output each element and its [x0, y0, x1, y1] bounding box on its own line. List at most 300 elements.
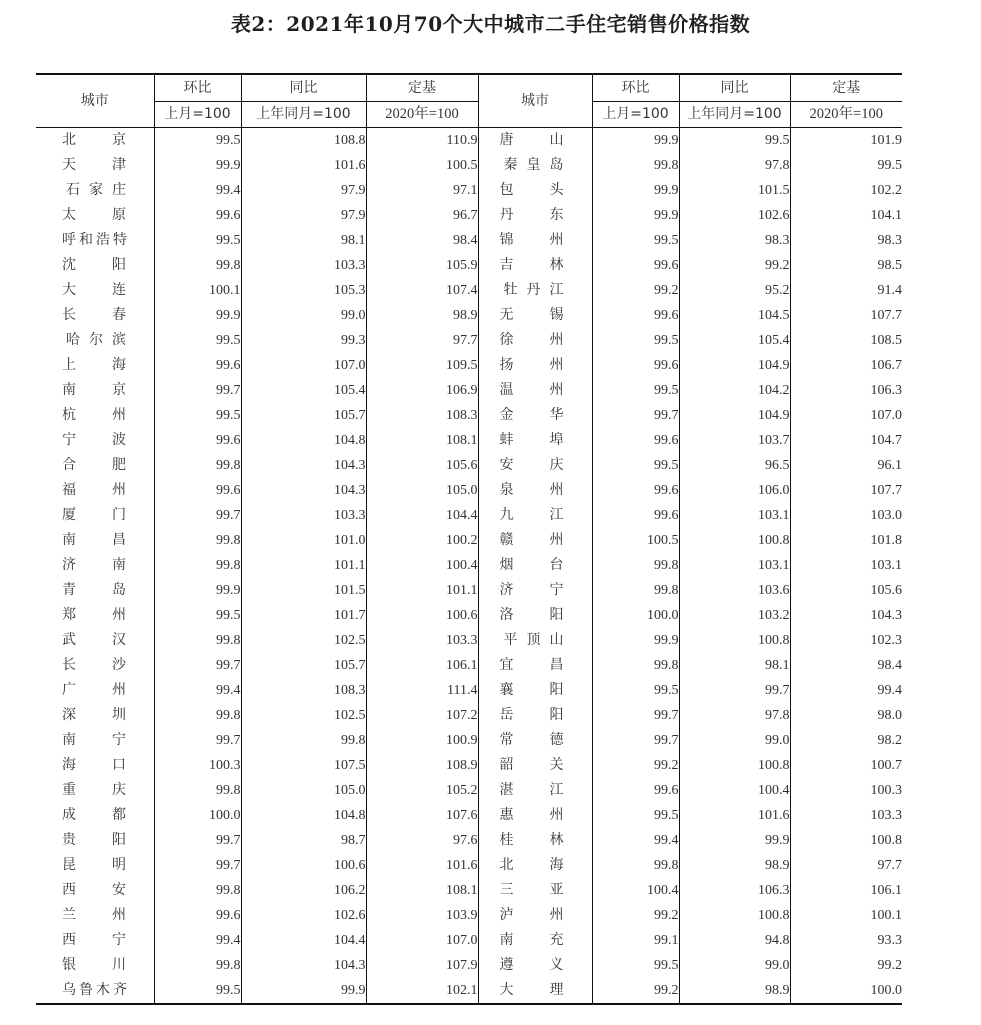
value-yoy: 106.2: [241, 878, 366, 903]
value-fixed-base: 105.6: [366, 453, 478, 478]
city-name-text: 牡丹江: [503, 282, 564, 298]
city-name: [36, 703, 154, 728]
table-row: [36, 578, 902, 603]
value-mom: 99.8: [154, 878, 241, 903]
value-yoy: 105.0: [241, 778, 366, 803]
value-fixed-base: 98.0: [790, 703, 902, 728]
header-row-bases: [36, 102, 902, 128]
value-fixed-base: 106.1: [366, 653, 478, 678]
value-yoy: 100.8: [679, 528, 790, 553]
city-name-text: 岳阳: [499, 707, 564, 723]
value-yoy: 96.5: [679, 453, 790, 478]
value-yoy: 101.5: [679, 178, 790, 203]
value-fixed-base: 101.9: [790, 128, 902, 154]
value-mom: 99.5: [592, 328, 679, 353]
value-yoy: 99.0: [241, 303, 366, 328]
price-index-table: [36, 73, 902, 1005]
city-name: [478, 478, 592, 503]
value-yoy: 99.7: [679, 678, 790, 703]
value-mom: 99.5: [154, 128, 241, 154]
table-row: [36, 278, 902, 303]
city-name: [478, 403, 592, 428]
value-mom: 99.6: [154, 428, 241, 453]
value-yoy: 103.3: [241, 253, 366, 278]
city-name-text: 三亚: [499, 882, 564, 898]
city-name-text: 济宁: [499, 582, 564, 598]
value-fixed-base: 100.5: [366, 153, 478, 178]
value-fixed-base: 107.0: [790, 403, 902, 428]
value-mom: 99.5: [154, 228, 241, 253]
value-fixed-base: 99.2: [790, 953, 902, 978]
value-yoy: 105.7: [241, 403, 366, 428]
value-fixed-base: 97.1: [366, 178, 478, 203]
value-fixed-base: 106.1: [790, 878, 902, 903]
city-name: [36, 853, 154, 878]
table-row: [36, 728, 902, 753]
value-mom: 99.4: [154, 178, 241, 203]
table-row: [36, 403, 902, 428]
city-name: [478, 803, 592, 828]
value-mom: 99.4: [154, 928, 241, 953]
city-name-text: 吉林: [499, 257, 564, 273]
city-name: [36, 278, 154, 303]
value-yoy: 104.8: [241, 428, 366, 453]
value-fixed-base: 100.3: [790, 778, 902, 803]
city-name-text: 秦皇岛: [503, 157, 564, 173]
value-mom: 99.9: [154, 578, 241, 603]
city-name: [478, 203, 592, 228]
value-fixed-base: 102.2: [790, 178, 902, 203]
value-mom: 99.5: [592, 453, 679, 478]
value-mom: 100.1: [154, 278, 241, 303]
value-mom: 99.6: [592, 253, 679, 278]
city-name: [36, 478, 154, 503]
value-yoy: 105.3: [241, 278, 366, 303]
value-fixed-base: 103.1: [790, 553, 902, 578]
value-mom: 99.5: [154, 328, 241, 353]
city-name-text: 金华: [499, 407, 564, 423]
table-row: [36, 303, 902, 328]
value-yoy: 99.9: [679, 828, 790, 853]
city-name-text: 徐州: [499, 332, 564, 348]
value-mom: 99.5: [592, 953, 679, 978]
city-name: [36, 153, 154, 178]
value-mom: 99.2: [592, 278, 679, 303]
value-mom: 100.0: [154, 803, 241, 828]
value-fixed-base: 100.7: [790, 753, 902, 778]
table-row: [36, 253, 902, 278]
value-mom: 99.7: [154, 828, 241, 853]
city-name: [36, 678, 154, 703]
page-title: 表2：2021年10月70个大中城市二手住宅销售价格指数: [230, 12, 751, 36]
value-yoy: 100.4: [679, 778, 790, 803]
table-row: [36, 628, 902, 653]
value-mom: 99.7: [154, 378, 241, 403]
value-mom: 99.4: [154, 678, 241, 703]
value-fixed-base: 107.0: [366, 928, 478, 953]
value-fixed-base: 100.6: [366, 603, 478, 628]
value-fixed-base: 107.4: [366, 278, 478, 303]
table-row: [36, 978, 902, 1004]
value-fixed-base: 108.9: [366, 753, 478, 778]
city-name-text: 北海: [499, 857, 564, 873]
table-row: [36, 953, 902, 978]
city-name-text: 西宁: [62, 932, 126, 948]
city-name-text: 乌鲁木齐: [62, 982, 126, 998]
value-mom: 99.6: [592, 503, 679, 528]
city-name: [36, 303, 154, 328]
column-header-fixed-base-right: 定基: [790, 74, 902, 102]
value-yoy: 105.4: [241, 378, 366, 403]
base-label-fixed-right: 2020年=100: [790, 102, 902, 128]
city-name: [36, 753, 154, 778]
value-yoy: 108.3: [241, 678, 366, 703]
city-name-text: 九江: [499, 507, 564, 523]
value-mom: 99.6: [592, 353, 679, 378]
value-yoy: 104.2: [679, 378, 790, 403]
city-name-text: 宁波: [62, 432, 126, 448]
city-name-text: 西安: [62, 882, 126, 898]
city-name-text: 广州: [62, 682, 126, 698]
value-yoy: 101.7: [241, 603, 366, 628]
value-yoy: 105.4: [679, 328, 790, 353]
city-name-text: 丹东: [499, 207, 564, 223]
value-mom: 99.6: [154, 478, 241, 503]
table-row: [36, 753, 902, 778]
value-mom: 99.5: [592, 228, 679, 253]
city-name-text: 银川: [62, 957, 126, 973]
value-fixed-base: 109.5: [366, 353, 478, 378]
city-name: [478, 278, 592, 303]
table-row: [36, 328, 902, 353]
city-name-text: 长春: [62, 307, 126, 323]
value-yoy: 101.6: [679, 803, 790, 828]
city-name-text: 湛江: [499, 782, 564, 798]
value-yoy: 102.6: [241, 903, 366, 928]
value-mom: 99.9: [592, 128, 679, 154]
value-fixed-base: 100.1: [790, 903, 902, 928]
value-yoy: 100.8: [679, 628, 790, 653]
city-name-text: 杭州: [62, 407, 126, 423]
table-row: [36, 453, 902, 478]
city-name-text: 福州: [62, 482, 126, 498]
value-yoy: 102.6: [679, 203, 790, 228]
city-name-text: 深圳: [62, 707, 126, 723]
city-name: [478, 828, 592, 853]
value-fixed-base: 98.4: [790, 653, 902, 678]
city-name: [478, 628, 592, 653]
value-fixed-base: 105.2: [366, 778, 478, 803]
value-mom: 99.8: [592, 653, 679, 678]
city-name-text: 重庆: [62, 782, 126, 798]
city-name: [36, 728, 154, 753]
city-name: [478, 678, 592, 703]
city-name: [36, 253, 154, 278]
value-mom: 99.7: [154, 653, 241, 678]
city-name-text: 南京: [62, 382, 126, 398]
value-yoy: 97.9: [241, 203, 366, 228]
value-fixed-base: 99.5: [790, 153, 902, 178]
city-name: [36, 828, 154, 853]
city-name: [36, 803, 154, 828]
city-name: [36, 428, 154, 453]
city-name-text: 上海: [62, 357, 126, 373]
city-name-text: 郑州: [62, 607, 126, 623]
value-fixed-base: 108.1: [366, 878, 478, 903]
value-yoy: 107.0: [241, 353, 366, 378]
city-name-text: 平顶山: [503, 632, 564, 648]
value-yoy: 103.6: [679, 578, 790, 603]
value-mom: 99.6: [592, 478, 679, 503]
city-name: [36, 378, 154, 403]
value-yoy: 104.3: [241, 953, 366, 978]
city-name-text: 大理: [499, 982, 564, 998]
city-name: [478, 453, 592, 478]
city-name-text: 赣州: [499, 532, 564, 548]
value-mom: 99.6: [154, 353, 241, 378]
city-name: [36, 953, 154, 978]
city-name-text: 桂林: [499, 832, 564, 848]
value-fixed-base: 101.6: [366, 853, 478, 878]
value-fixed-base: 107.9: [366, 953, 478, 978]
city-name-text: 泸州: [499, 907, 564, 923]
city-name: [478, 928, 592, 953]
city-name-text: 遵义: [499, 957, 564, 973]
value-yoy: 103.1: [679, 503, 790, 528]
city-name-text: 昆明: [62, 857, 126, 873]
value-fixed-base: 108.1: [366, 428, 478, 453]
city-name: [478, 878, 592, 903]
value-mom: 99.8: [154, 778, 241, 803]
value-yoy: 106.3: [679, 878, 790, 903]
value-fixed-base: 103.0: [790, 503, 902, 528]
city-name-text: 襄阳: [499, 682, 564, 698]
value-yoy: 98.9: [679, 978, 790, 1004]
value-yoy: 103.7: [679, 428, 790, 453]
value-yoy: 98.7: [241, 828, 366, 853]
city-name: [478, 153, 592, 178]
value-fixed-base: 101.1: [366, 578, 478, 603]
value-mom: 99.8: [592, 153, 679, 178]
table-row: [36, 678, 902, 703]
city-name-text: 合肥: [62, 457, 126, 473]
header-row-groups: [36, 74, 902, 102]
city-name: [36, 203, 154, 228]
value-mom: 99.8: [592, 578, 679, 603]
value-fixed-base: 106.7: [790, 353, 902, 378]
city-name: [36, 628, 154, 653]
value-mom: 99.6: [154, 203, 241, 228]
value-mom: 99.6: [592, 303, 679, 328]
value-yoy: 98.9: [679, 853, 790, 878]
table-row: [36, 828, 902, 853]
value-fixed-base: 97.7: [790, 853, 902, 878]
city-name-text: 宜昌: [499, 657, 564, 673]
value-yoy: 104.4: [241, 928, 366, 953]
value-mom: 99.8: [592, 853, 679, 878]
value-mom: 99.5: [154, 978, 241, 1004]
value-mom: 100.5: [592, 528, 679, 553]
value-yoy: 104.9: [679, 353, 790, 378]
city-name: [36, 603, 154, 628]
value-fixed-base: 98.2: [790, 728, 902, 753]
value-yoy: 101.6: [241, 153, 366, 178]
city-name-text: 南宁: [62, 732, 126, 748]
value-mom: 99.2: [592, 978, 679, 1004]
city-name-text: 成都: [62, 807, 126, 823]
value-yoy: 99.5: [679, 128, 790, 154]
value-fixed-base: 107.2: [366, 703, 478, 728]
city-name: [36, 503, 154, 528]
table-row: [36, 553, 902, 578]
city-name-text: 兰州: [62, 907, 126, 923]
city-name-text: 哈尔滨: [66, 332, 126, 348]
value-yoy: 99.3: [241, 328, 366, 353]
value-fixed-base: 107.7: [790, 303, 902, 328]
value-fixed-base: 106.9: [366, 378, 478, 403]
value-mom: 99.8: [154, 628, 241, 653]
city-name-text: 锦州: [499, 232, 564, 248]
city-name: [478, 603, 592, 628]
value-fixed-base: 103.3: [790, 803, 902, 828]
city-name-text: 呼和浩特: [62, 232, 126, 248]
value-yoy: 101.0: [241, 528, 366, 553]
value-fixed-base: 104.4: [366, 503, 478, 528]
city-name: [36, 453, 154, 478]
city-name-text: 青岛: [62, 582, 126, 598]
value-yoy: 101.1: [241, 553, 366, 578]
value-fixed-base: 100.4: [366, 553, 478, 578]
value-mom: 99.2: [592, 903, 679, 928]
city-name-text: 惠州: [499, 807, 564, 823]
city-name-text: 天津: [62, 157, 126, 173]
value-yoy: 97.8: [679, 703, 790, 728]
value-fixed-base: 100.9: [366, 728, 478, 753]
city-name: [36, 978, 154, 1004]
value-mom: 99.7: [592, 403, 679, 428]
value-fixed-base: 105.9: [366, 253, 478, 278]
value-mom: 99.8: [154, 953, 241, 978]
city-name-text: 包头: [499, 182, 564, 198]
value-mom: 99.8: [154, 703, 241, 728]
value-yoy: 104.3: [241, 453, 366, 478]
city-name: [36, 328, 154, 353]
city-name: [478, 578, 592, 603]
value-mom: 99.8: [154, 253, 241, 278]
table-row: [36, 203, 902, 228]
value-fixed-base: 103.9: [366, 903, 478, 928]
value-fixed-base: 100.8: [790, 828, 902, 853]
value-yoy: 107.5: [241, 753, 366, 778]
value-yoy: 104.5: [679, 303, 790, 328]
table-row: [36, 478, 902, 503]
table-row: [36, 378, 902, 403]
table-row: [36, 178, 902, 203]
city-name-text: 海口: [62, 757, 126, 773]
value-yoy: 98.1: [679, 653, 790, 678]
value-fixed-base: 97.6: [366, 828, 478, 853]
city-name: [478, 128, 592, 154]
city-name-text: 无锡: [499, 307, 564, 323]
value-mom: 100.4: [592, 878, 679, 903]
value-fixed-base: 98.9: [366, 303, 478, 328]
value-yoy: 99.0: [679, 953, 790, 978]
value-mom: 99.4: [592, 828, 679, 853]
value-fixed-base: 111.4: [366, 678, 478, 703]
city-name: [36, 578, 154, 603]
city-name-text: 沈阳: [62, 257, 126, 273]
value-fixed-base: 104.1: [790, 203, 902, 228]
table-row: [36, 528, 902, 553]
value-yoy: 99.9: [241, 978, 366, 1004]
value-mom: 99.7: [154, 728, 241, 753]
table-row: [36, 703, 902, 728]
value-mom: 99.5: [154, 603, 241, 628]
city-name: [478, 653, 592, 678]
value-fixed-base: 100.0: [790, 978, 902, 1004]
city-name-text: 石家庄: [66, 182, 126, 198]
value-yoy: 99.0: [679, 728, 790, 753]
value-mom: 99.7: [154, 853, 241, 878]
city-name: [36, 778, 154, 803]
city-name-text: 常德: [499, 732, 564, 748]
table-row: [36, 653, 902, 678]
city-name: [36, 878, 154, 903]
city-name: [36, 653, 154, 678]
table-body: [36, 128, 902, 1005]
city-name-text: 唐山: [499, 132, 564, 148]
value-yoy: 99.8: [241, 728, 366, 753]
value-fixed-base: 107.6: [366, 803, 478, 828]
city-name-text: 济南: [62, 557, 126, 573]
column-header-yoy-right: 同比: [679, 74, 790, 102]
value-yoy: 95.2: [679, 278, 790, 303]
city-name: [478, 378, 592, 403]
value-mom: 99.1: [592, 928, 679, 953]
table-row: [36, 153, 902, 178]
value-mom: 100.0: [592, 603, 679, 628]
value-fixed-base: 101.8: [790, 528, 902, 553]
value-mom: 99.8: [154, 528, 241, 553]
column-header-fixed-base: 定基: [366, 74, 478, 102]
city-name: [478, 553, 592, 578]
city-name-text: 太原: [62, 207, 126, 223]
city-name: [36, 903, 154, 928]
value-mom: 99.7: [592, 703, 679, 728]
value-fixed-base: 104.7: [790, 428, 902, 453]
column-header-city: 城市: [36, 74, 154, 128]
city-name-text: 大连: [62, 282, 126, 298]
value-mom: 99.7: [592, 728, 679, 753]
value-fixed-base: 102.1: [366, 978, 478, 1004]
table-row: [36, 903, 902, 928]
column-header-yoy: 同比: [241, 74, 366, 102]
city-name-text: 南昌: [62, 532, 126, 548]
value-yoy: 108.8: [241, 128, 366, 154]
value-fixed-base: 98.3: [790, 228, 902, 253]
city-name-text: 长沙: [62, 657, 126, 673]
value-yoy: 104.9: [679, 403, 790, 428]
value-yoy: 97.9: [241, 178, 366, 203]
value-mom: 99.5: [592, 378, 679, 403]
city-name-text: 厦门: [62, 507, 126, 523]
base-label-yoy-right: 上年同月=100: [679, 102, 790, 128]
table-row: [36, 503, 902, 528]
value-mom: 99.7: [154, 503, 241, 528]
value-mom: 99.8: [154, 453, 241, 478]
value-yoy: 106.0: [679, 478, 790, 503]
value-fixed-base: 102.3: [790, 628, 902, 653]
